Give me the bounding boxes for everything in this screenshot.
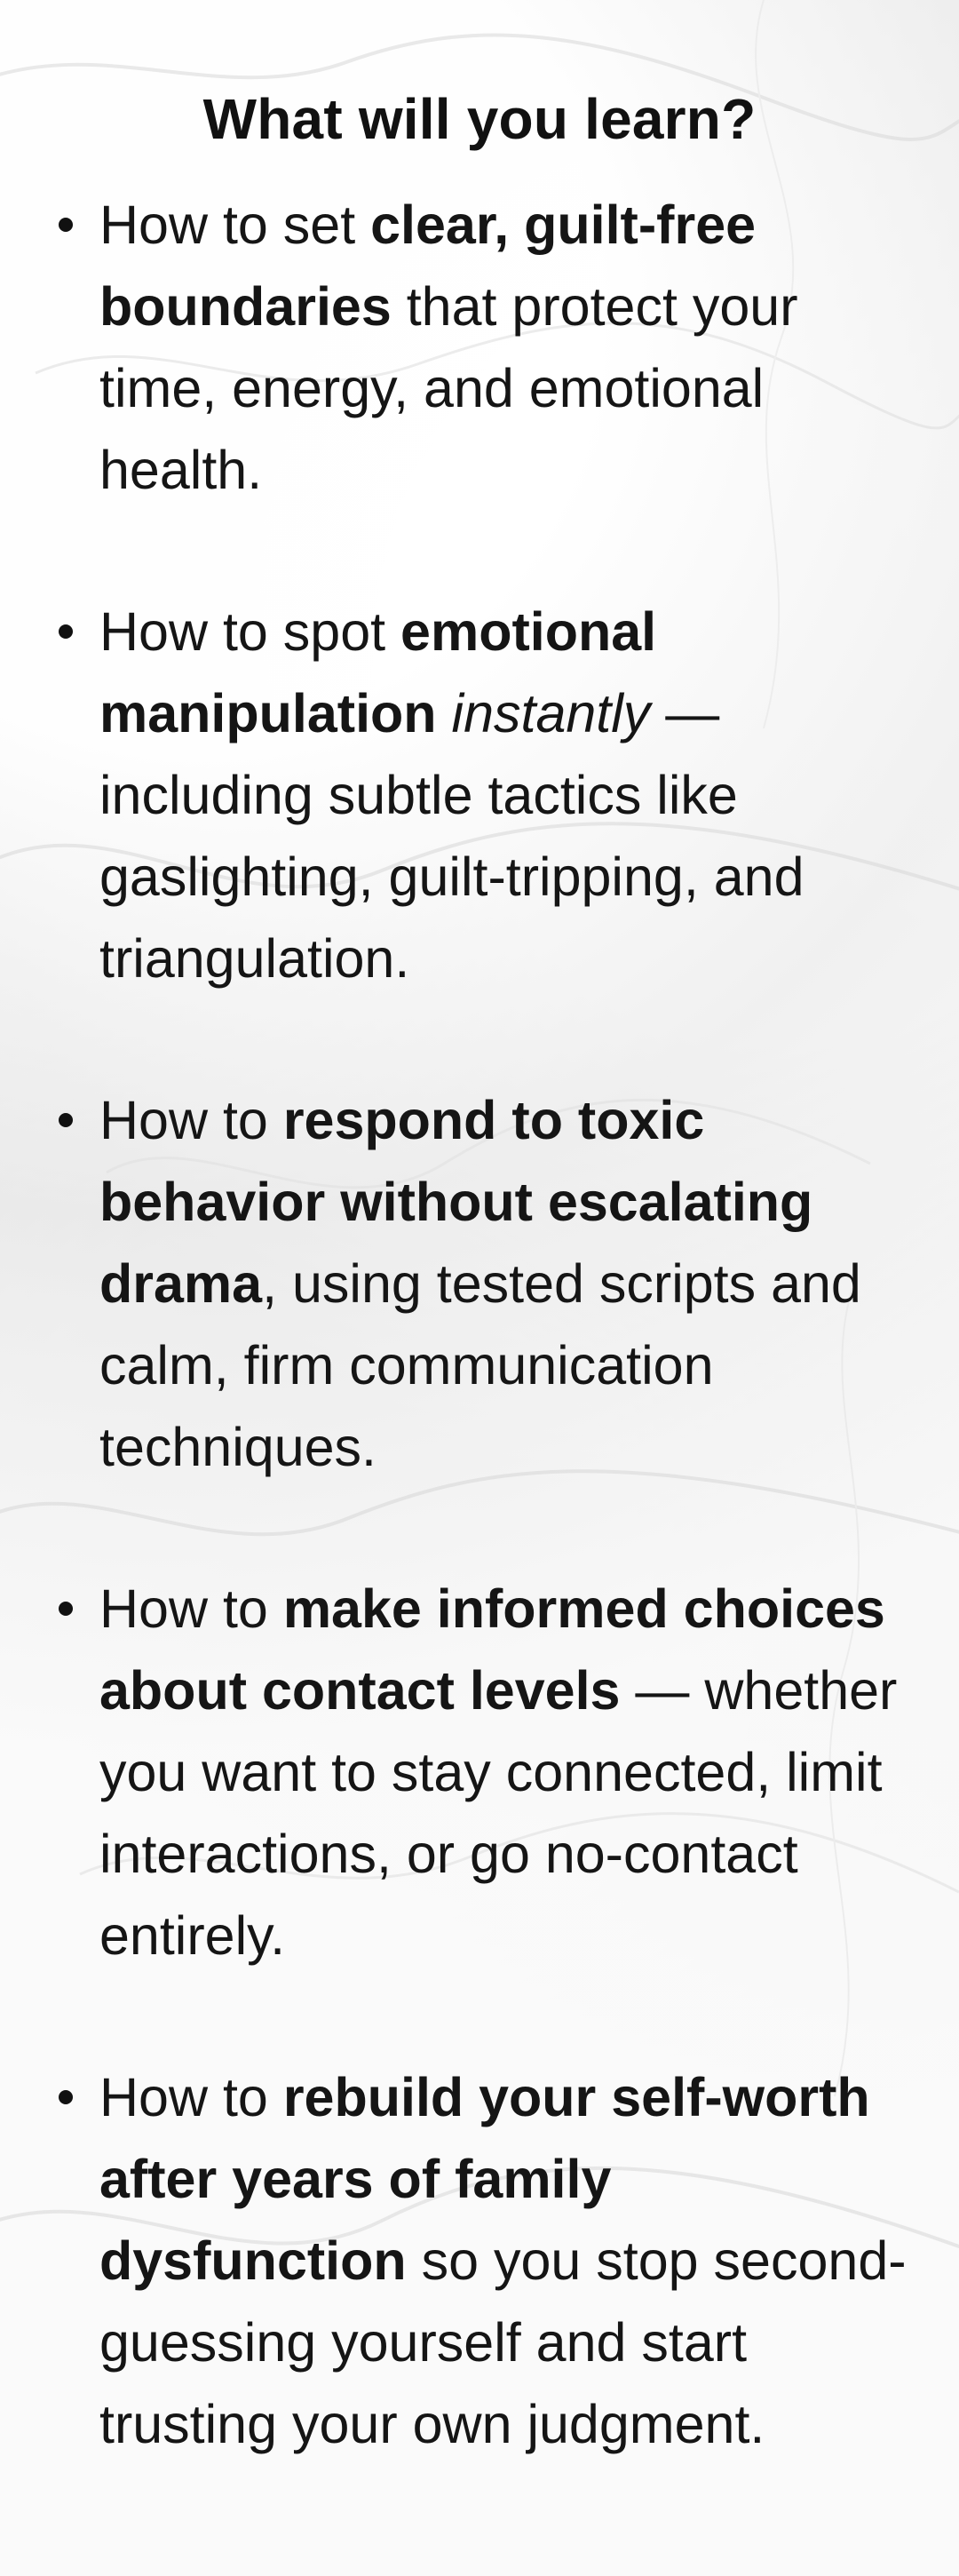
learning-point xyxy=(52,591,907,999)
learning-point-text: How to rebuild your self-worth after years of family dysfunction so you stop second-guessing yourself and start trusting your own judgment. xyxy=(99,2066,907,2454)
learning-point xyxy=(52,2056,907,2465)
learning-point xyxy=(52,1079,907,1488)
learning-point-text: How to respond to toxic behavior without escalating drama, using tested scripts and calm, firm communication techniques. xyxy=(99,1089,861,1477)
learning-point xyxy=(52,184,907,511)
learning-point xyxy=(52,1568,907,1976)
bullet-icon xyxy=(59,2090,73,2104)
bullet-icon xyxy=(59,218,73,232)
learning-point-text: How to set clear, guilt-free boundaries that protect your time, energy, and emotional health. xyxy=(99,194,798,500)
bullet-icon xyxy=(59,1113,73,1127)
bullet-icon xyxy=(59,624,73,639)
learning-point-text: How to make informed choices about contact levels — whether you want to stay connected, limit interactions, or go no-contact entirely. xyxy=(99,1578,898,1966)
bullet-icon xyxy=(59,1602,73,1616)
page-title: What will you learn? xyxy=(202,87,757,151)
learning-point-text: How to spot emotional manipulation instantly — including subtle tactics like gaslighting, guilt-tripping, and triangulation. xyxy=(99,600,804,989)
learning-points-list xyxy=(52,184,907,2465)
